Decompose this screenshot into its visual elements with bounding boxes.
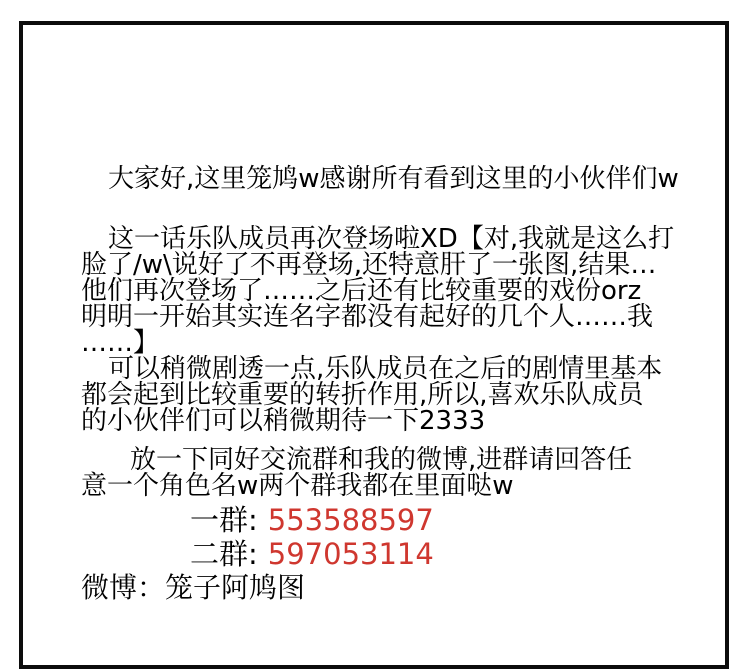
- afterword-line: 可以稍微剧透一点,乐队成员在之后的剧情里基本: [108, 354, 663, 384]
- afterword-line: 都会起到比较重要的转折作用,所以,喜欢乐队成员: [81, 380, 644, 410]
- group-label: 一群:: [190, 503, 258, 537]
- afterword-line: 他们再次登场了……之后还有比较重要的戏份orz: [81, 276, 642, 306]
- afterword-greeting-line: 大家好,这里笼鸠w感谢所有看到这里的小伙伴们w: [108, 164, 679, 194]
- afterword-text: [81, 166, 679, 605]
- qq-group-2-line: [81, 537, 679, 571]
- afterword-line: 明明一开始其实连名字都没有起好的几个人……我: [81, 302, 654, 332]
- weibo-line-clipped: 微博：笼子阿鸠图: [81, 571, 306, 604]
- group-label: 二群:: [190, 537, 258, 571]
- afterword-line: 脸了/w\说好了不再登场,还特意肝了一张图,结果…: [81, 250, 657, 280]
- afterword-line: 这一话乐队成员再次登场啦XD【对,我就是这么打: [108, 224, 675, 254]
- group-number: 553588597: [267, 503, 434, 537]
- afterword-line: 的小伙伴们可以稍微期待一下2333: [81, 406, 486, 436]
- afterword-line: ……】: [81, 328, 160, 358]
- afterword-line: 意一个角色名w两个群我都在里面哒w: [81, 471, 514, 501]
- group-number: 597053114: [267, 537, 434, 571]
- qq-group-1-line: [81, 503, 679, 537]
- afterword-line: 放一下同好交流群和我的微博,进群请回答任: [130, 445, 633, 475]
